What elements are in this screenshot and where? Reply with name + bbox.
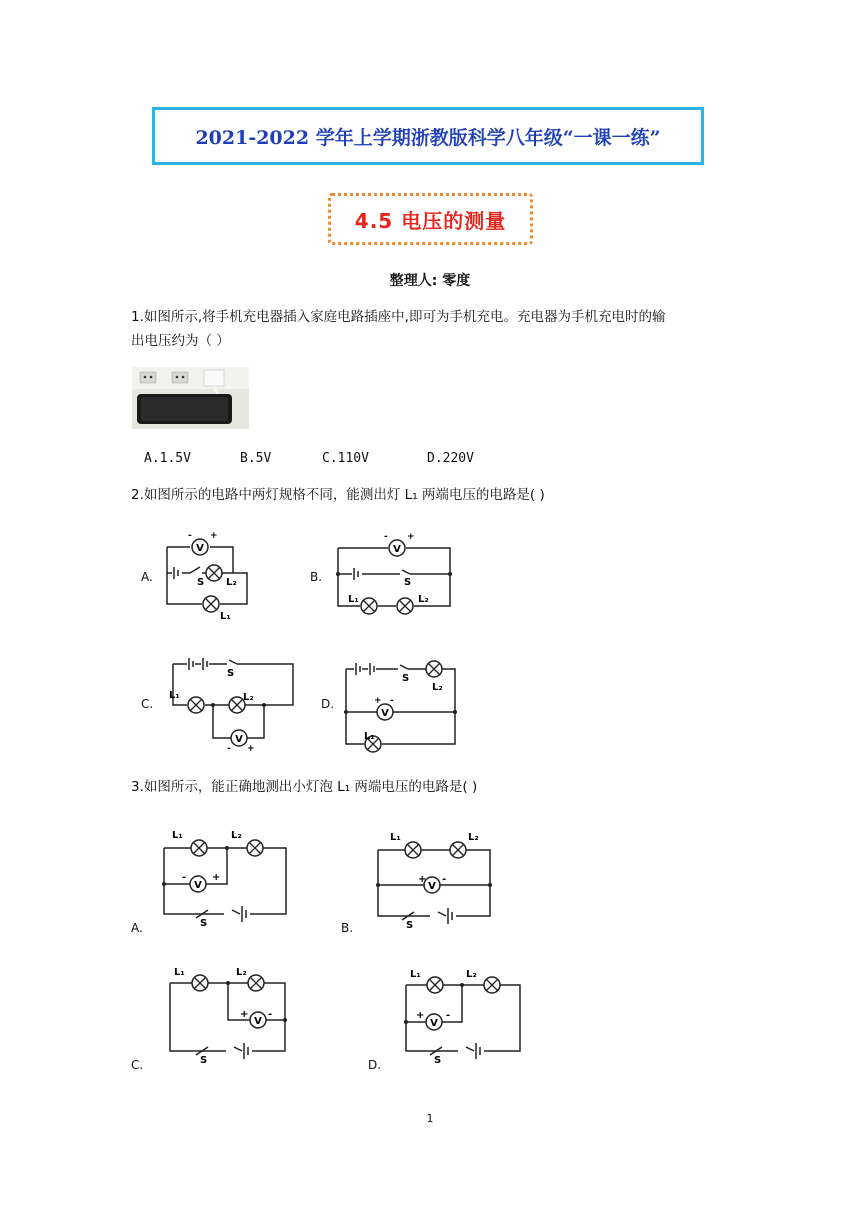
q1-option-d: D.220V — [427, 451, 474, 466]
question-1-line-2: 出电压约为（ ） — [131, 333, 230, 349]
lamp-icon — [426, 661, 442, 677]
svg-text:+: + — [240, 1009, 249, 1020]
voltmeter-icon — [192, 539, 208, 555]
voltmeter-icon — [424, 877, 440, 893]
svg-text:V: V — [393, 544, 401, 555]
q3-circuit-d — [398, 965, 528, 1065]
q2-label-b: B. — [310, 570, 323, 584]
q2-label-c: C. — [141, 697, 154, 711]
question-3: 3.如图所示，能正确地测出小灯泡 L₁ 两端电压的电路是( ) — [131, 779, 478, 795]
lamp-icon — [405, 842, 421, 858]
lamp-icon — [427, 977, 443, 993]
svg-text:L₁: L₁ — [364, 731, 375, 742]
q3-circuit-a — [158, 828, 293, 928]
lamp-icon — [397, 598, 413, 614]
svg-text:L₁: L₁ — [174, 967, 185, 978]
page-number: 1 — [426, 1112, 434, 1125]
q1-option-b: B.5V — [240, 451, 272, 466]
svg-text:-: - — [390, 696, 394, 706]
lamp-icon — [192, 975, 208, 991]
lamp-icon — [206, 565, 222, 581]
question-2: 2.如图所示的电路中两灯规格不同，能测出灯 L₁ 两端电压的电路是( ) — [131, 487, 545, 503]
q3-label-a: A. — [131, 921, 143, 935]
lamp-icon — [361, 598, 377, 614]
svg-text:V: V — [235, 734, 243, 745]
lesson-title-box — [328, 193, 533, 245]
q2-circuit-d — [340, 657, 465, 755]
svg-text:+: + — [247, 744, 255, 752]
question-1 — [131, 305, 751, 353]
q1-option-c: C.110V — [322, 451, 369, 466]
lamp-icon — [248, 975, 264, 991]
svg-text:V: V — [430, 1018, 438, 1029]
svg-text:L₂: L₂ — [432, 682, 443, 693]
svg-text:L₂: L₂ — [243, 692, 254, 703]
lamp-icon — [191, 840, 207, 856]
svg-text:L₂: L₂ — [236, 967, 247, 978]
document-title: 2021-2022 学年上学期浙教版科学八年级“一课一练” — [195, 126, 661, 149]
svg-text:L₁: L₁ — [220, 611, 231, 619]
q3-label-c: C. — [131, 1058, 144, 1072]
q3-label-d: D. — [368, 1058, 382, 1072]
svg-text:S: S — [227, 668, 235, 679]
svg-text:L₂: L₂ — [231, 830, 242, 841]
author-line — [0, 270, 860, 290]
svg-text:-: - — [268, 1009, 273, 1020]
lamp-icon — [450, 842, 466, 858]
voltmeter-icon — [389, 540, 405, 556]
svg-text:L₁: L₁ — [410, 969, 421, 980]
svg-text:+: + — [416, 1010, 425, 1021]
svg-text:+: + — [418, 874, 427, 885]
svg-text:+: + — [374, 696, 382, 706]
svg-text:-: - — [442, 874, 447, 885]
q3-circuit-c — [160, 965, 295, 1065]
author-text: 整理人: 零度 — [389, 273, 471, 289]
lesson-title: 4.5 电压的测量 — [354, 208, 507, 233]
svg-text:L₁: L₁ — [348, 594, 359, 605]
q2-label-d: D. — [321, 697, 335, 711]
svg-text:S: S — [406, 920, 414, 930]
svg-text:V: V — [381, 708, 389, 719]
svg-text:-: - — [188, 531, 192, 541]
voltmeter-icon — [190, 876, 206, 892]
svg-text:V: V — [196, 543, 204, 554]
voltmeter-icon — [377, 704, 393, 720]
svg-text:-: - — [182, 872, 187, 883]
q2-circuit-b — [330, 530, 455, 622]
q3-label-b: B. — [341, 921, 354, 935]
svg-text:L₂: L₂ — [418, 594, 429, 605]
svg-text:L₁: L₁ — [172, 830, 183, 841]
svg-text:V: V — [428, 881, 436, 892]
svg-text:+: + — [407, 532, 415, 542]
svg-text:V: V — [254, 1016, 262, 1027]
lamp-icon — [188, 697, 204, 713]
svg-text:S: S — [200, 918, 208, 928]
svg-text:-: - — [227, 744, 231, 752]
q1-option-a: A.1.5V — [144, 451, 191, 466]
svg-text:S: S — [197, 577, 205, 588]
voltmeter-icon — [231, 730, 247, 746]
svg-text:S: S — [404, 577, 412, 588]
svg-text:V: V — [194, 880, 202, 891]
svg-text:S: S — [402, 673, 410, 684]
q2-circuit-a — [160, 527, 255, 619]
document-title-box — [152, 107, 704, 165]
lamp-icon — [484, 977, 500, 993]
svg-text:+: + — [212, 872, 221, 883]
lamp-icon — [203, 596, 219, 612]
svg-text:L₂: L₂ — [226, 577, 237, 588]
phone-charger-photo — [132, 367, 249, 429]
lamp-icon — [247, 840, 263, 856]
svg-text:-: - — [446, 1010, 451, 1021]
svg-text:L₁: L₁ — [390, 832, 401, 843]
q3-circuit-b — [372, 830, 502, 930]
svg-text:+: + — [210, 531, 218, 541]
voltmeter-icon — [426, 1014, 442, 1030]
svg-text:-: - — [384, 532, 388, 542]
svg-text:L₂: L₂ — [468, 832, 479, 843]
svg-text:L₁: L₁ — [169, 690, 180, 701]
svg-text:L₂: L₂ — [466, 969, 477, 980]
voltmeter-icon — [250, 1012, 266, 1028]
q2-label-a: A. — [141, 570, 153, 584]
svg-text:S: S — [434, 1055, 442, 1065]
svg-text:S: S — [200, 1055, 208, 1065]
question-1-line-1: 1.如图所示,将手机充电器插入家庭电路插座中,即可为手机充电。充电器为手机充电时的输 — [131, 309, 666, 325]
q2-circuit-c — [165, 652, 300, 752]
